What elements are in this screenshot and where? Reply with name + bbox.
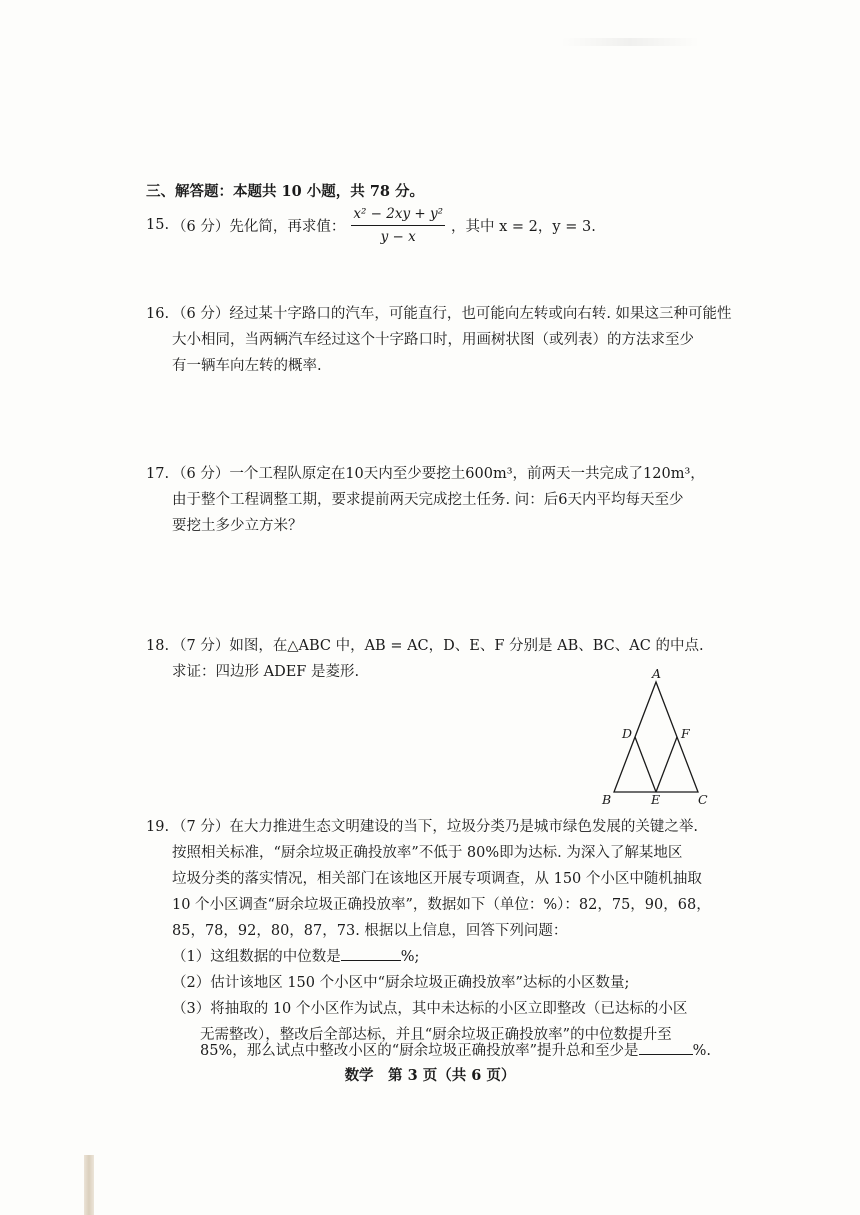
triangle-figure: [590, 668, 720, 810]
question-line: 按照相关标准，“厨余垃圾正确投放率”不低于 80%即为达标. 为深入了解某地区: [172, 845, 683, 861]
question-number: 15.: [146, 217, 170, 233]
sub-question-text: %.: [692, 1043, 711, 1059]
question-number: 17.: [146, 466, 170, 482]
sub-question-3-line: （3）将抽取的 10 个小区作为试点，其中未达标的小区立即整改（已达标的小区: [172, 1001, 688, 1017]
answer-blank[interactable]: [341, 948, 401, 961]
label-e: E: [651, 792, 661, 807]
question-line: 85，78，92，80，87，73. 根据以上信息，回答下列问题：: [172, 923, 568, 939]
segment-de: [635, 737, 656, 792]
question-number: 16.: [146, 306, 170, 322]
question-line: 10 个小区调查“厨余垃圾正确投放率”，数据如下（单位：%）：82，75，90，68，: [172, 897, 711, 913]
fraction-numerator: x² − 2xy + y²: [351, 206, 445, 226]
question-line: 大小相同，当两辆汽车经过这个十字路口时，用画树状图（或列表）的方法求至少: [172, 332, 694, 348]
section-heading: 三、解答题：本题共 10 小题，共 78 分。: [146, 183, 425, 200]
sub-question-3-line: 无需整改），整改后全部达标，并且“厨余垃圾正确投放率”的中位数提升至: [200, 1027, 672, 1043]
fraction: [351, 206, 445, 245]
sub-question-3-last: [200, 1039, 711, 1060]
sub-question-text: 85%，那么试点中整改小区的“厨余垃圾正确投放率”提升总和至少是: [200, 1043, 639, 1059]
segment-ef: [656, 737, 677, 792]
label-d: D: [622, 726, 633, 741]
question-line: （7 分）在大力推进生态文明建设的当下，垃圾分类乃是城市绿色发展的关键之举.: [172, 819, 698, 835]
page-footer: 数学 第 3 页（共 6 页）: [344, 1067, 516, 1084]
sub-question-2: （2）估计该地区 150 个小区中“厨余垃圾正确投放率”达标的小区数量;: [172, 975, 630, 991]
fraction-denominator: y − x: [380, 228, 416, 245]
question-line: （6 分）经过某十字路口的汽车，可能直行，也可能向左转或向右转. 如果这三种可能性: [172, 306, 732, 322]
question-15: [146, 203, 596, 247]
sub-question-text: （1）这组数据的中位数是: [172, 949, 341, 965]
question-line: 有一辆车向左转的概率.: [172, 358, 322, 374]
label-a: A: [652, 666, 662, 681]
question-number: 19.: [146, 819, 170, 835]
question-number: 18.: [146, 638, 170, 654]
question-15-suffix: ，其中 x = 2，y = 3.: [451, 218, 596, 235]
label-b: B: [602, 792, 612, 807]
question-line: 由于整个工程调整工期，要求提前两天完成挖土任务. 问：后6天内平均每天至少: [172, 492, 684, 508]
scan-smudge: [560, 38, 700, 46]
question-line: （7 分）如图，在△ABC 中，AB = AC，D、E、F 分别是 AB、BC、AC 的中点.: [172, 638, 704, 654]
rhombus-triangle-diagram: [590, 668, 720, 810]
page-edge-shadow: [84, 1155, 94, 1215]
question-15-prefix: （6 分）先化简，再求值：: [172, 218, 346, 235]
answer-blank[interactable]: [639, 1042, 693, 1055]
sub-question-text: %;: [400, 949, 420, 965]
question-line: 要挖土多少立方米？: [172, 518, 303, 534]
sub-question-1: [172, 945, 419, 966]
label-c: C: [698, 792, 708, 807]
question-line: 求证：四边形 ADEF 是菱形.: [172, 664, 360, 680]
question-line: 垃圾分类的落实情况，相关部门在该地区开展专项调查，从 150 个小区中随机抽取: [172, 871, 702, 887]
label-f: F: [681, 726, 690, 741]
question-line: （6 分）一个工程队原定在10天内至少要挖土600m³，前两天一共完成了120m³，: [172, 466, 705, 482]
